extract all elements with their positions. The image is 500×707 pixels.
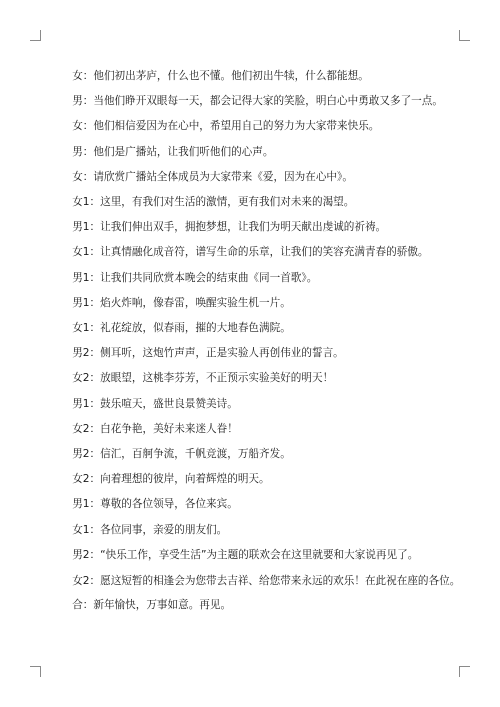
paragraph: 男2：“快乐工作，享受生活”为主题的联欢会在这里就要和大家说再见了。 <box>72 548 419 561</box>
paragraph: 女1：这里，有我们对生活的激情，更有我们对未来的渴望。 <box>72 196 355 209</box>
paragraph: 男：他们是广播站，让我们听他们的心声。 <box>72 145 274 158</box>
paragraph: 女1：各位同事，亲爱的朋友们。 <box>72 523 228 536</box>
paragraph: 女：请欣赏广播站全体成员为大家带来《爱，因为在心中》。 <box>72 170 353 183</box>
paragraph: 女1：让真情融化成音符，谱写生命的乐章，让我们的笑容充满青春的骄傲。 <box>72 246 429 259</box>
crop-mark-bottom-right <box>459 666 470 677</box>
paragraph: 女1：礼花绽放，似春雨，摧的大地春色满院。 <box>72 322 291 335</box>
paragraph: 男：当他们睁开双眼每一天，都会记得大家的笑脸，明白心中勇敢又多了一点。 <box>72 95 443 108</box>
paragraph: 合：新年愉快，万事如意。再见。 <box>72 599 232 612</box>
paragraph: 女：他们初出茅庐，什么也不懂。他们初出牛犊，什么都能想。 <box>72 70 369 82</box>
paragraph: 女2：向着理想的彼岸，向着辉煌的明天。 <box>72 473 270 486</box>
paragraph: 女2：放眼望，这桃李芬芳，不正预示实验美好的明天！ <box>72 372 334 385</box>
crop-mark-top-right <box>459 30 470 41</box>
paragraph: 男2：侧耳听，这炮竹声声，正是实验人再创伟业的誓言。 <box>72 347 344 360</box>
crop-mark-bottom-left <box>30 666 41 677</box>
paragraph: 男1：焰火炸响，像春雷，唤醒实验生机一片。 <box>72 296 291 309</box>
paragraph: 男1：让我们共同欣赏本晚会的结束曲《同一首歌》。 <box>72 271 318 284</box>
paragraph: 男1：鼓乐喧天，盛世良景赞美诗。 <box>72 397 238 410</box>
paragraph: 男1：让我们伸出双手，拥抱梦想，让我们为明天献出虔诚的祈祷。 <box>72 221 387 234</box>
paragraph: 男1：尊敬的各位领导，各位来宾。 <box>72 498 238 511</box>
document-body <box>51 64 463 618</box>
crop-mark-top-left <box>30 30 41 41</box>
paragraph: 男2：信汇，百舸争流，千帆竞渡，万船齐发。 <box>72 448 291 461</box>
paragraph: 女2：愿这短暂的相逢会为您带去吉祥、给您带来永远的欢乐！在此祝在座的各位。 <box>72 575 461 588</box>
paragraph: 女2：白花争艳，美好未来迷人眷！ <box>72 422 238 435</box>
paragraph: 女：他们相信爱因为在心中，希望用自己的努力为大家带来快乐。 <box>72 120 380 133</box>
